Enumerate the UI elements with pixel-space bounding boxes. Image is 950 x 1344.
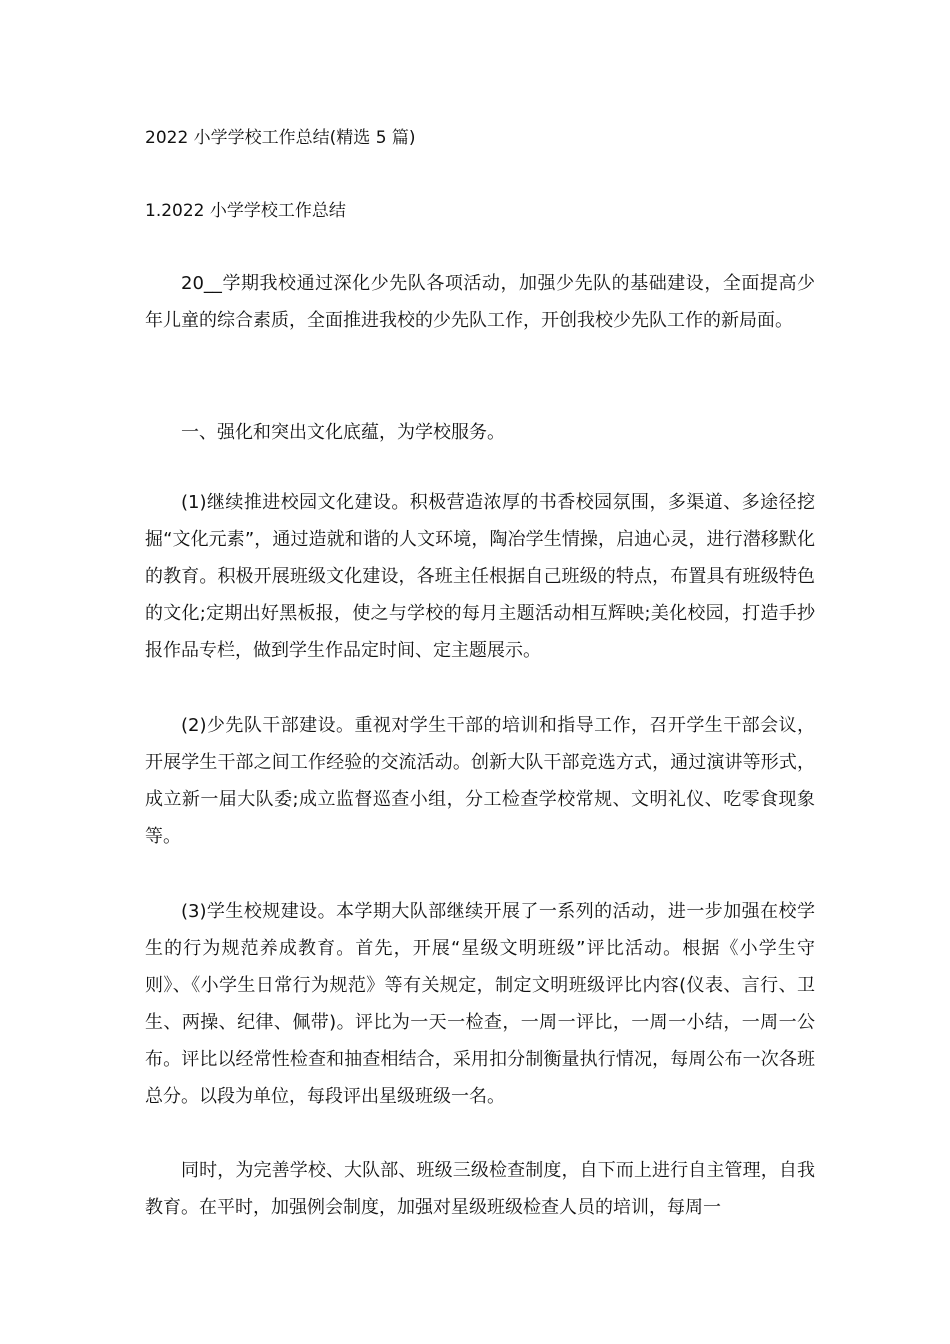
item-one-paragraph: (1)继续推进校园文化建设。积极营造浓厚的书香校园氛围，多渠道、多途径挖掘“文化元素”，通过造就和谐的人文环境，陶冶学生情操，启迪心灵，进行潜移默化的教育。积极开展班级文化建设，各班主任根据自己班级的特点，布置具有班级特色的文化;定期出好黑板报，使之与学校的每月主题活动相互辉映;美化校园，打造手抄报作品专栏，做到学生作品定时间、定主题展示。: [145, 492, 815, 661]
item-three-paragraph: (3)学生校规建设。本学期大队部继续开展了一系列的活动，进一步加强在校学生的行为规范养成教育。首先，开展“星级文明班级”评比活动。根据《小学生守则》、《小学生日常行为规范》等有关规定，制定文明班级评比内容(仪表、言行、卫生、两操、纪律、佩带)。评比为一天一检查，一周一评比，一周一小结，一周一公布。评比以经常性检查和抽查相结合，采用扣分制衡量执行情况，每周公布一次各班总分。以段为单位，每段评出星级班级一名。: [145, 901, 815, 1107]
item-two-paragraph: (2)少先队干部建设。重视对学生干部的培训和指导工作，召开学生干部会议，开展学生干部之间工作经验的交流活动。创新大队干部竞选方式，通过演讲等形式，成立新一届大队委;成立监督巡查小组，分工检查学校常规、文明礼仪、吃零食现象等。: [145, 715, 815, 847]
document-title: 2022 小学学校工作总结(精选 5 篇): [145, 128, 416, 148]
section-heading: 1.2022 小学学校工作总结: [145, 201, 346, 221]
meanwhile-paragraph: 同时，为完善学校、大队部、班级三级检查制度，自下而上进行自主管理，自我教育。在平时，加强例会制度，加强对星级班级检查人员的培训，每周一: [145, 1160, 815, 1218]
intro-paragraph: 20__学期我校通过深化少先队各项活动，加强少先队的基础建设，全面提高少年儿童的综合素质，全面推进我校的少先队工作，开创我校少先队工作的新局面。: [145, 273, 815, 331]
section-one-heading: 一、强化和突出文化底蕴，为学校服务。: [181, 422, 505, 443]
